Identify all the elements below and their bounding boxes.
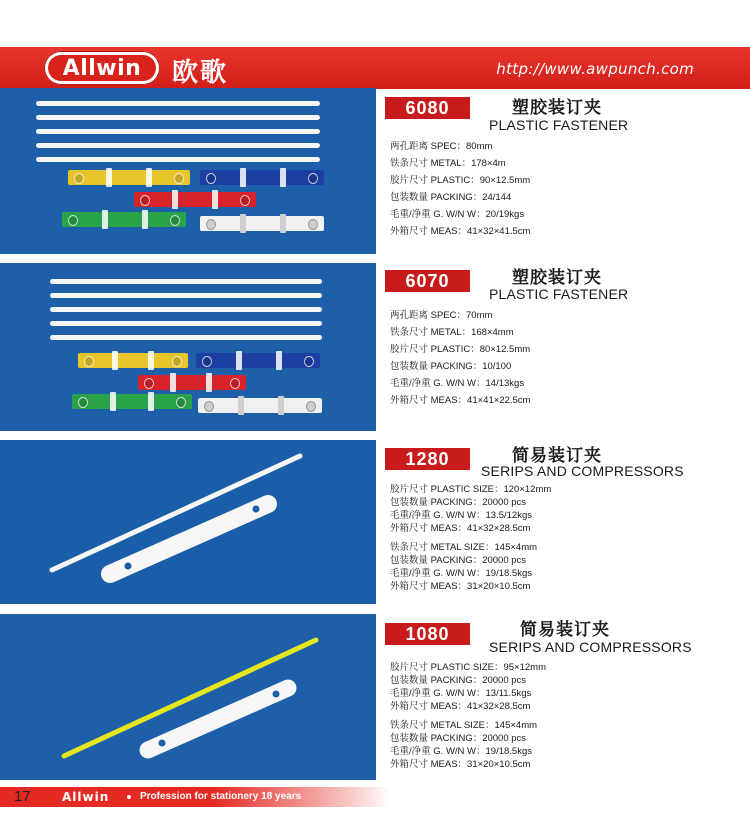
product-name-en: PLASTIC FASTENER: [489, 117, 629, 133]
spec-line: 毛重/净重 G. W/N W：20/19kgs: [390, 209, 525, 220]
footer-bar: [0, 787, 390, 807]
fastener-green: [62, 212, 186, 227]
brand-logo: [44, 51, 160, 85]
compressor-hole: [253, 506, 260, 513]
fastener-green: [72, 394, 192, 409]
metal-strip: [36, 143, 320, 148]
metal-strip: [50, 293, 322, 298]
product-name-en: SERIPS AND COMPRESSORS: [481, 463, 684, 479]
website-url[interactable]: http://www.awpunch.com: [496, 60, 694, 78]
compressor-hole: [125, 563, 132, 570]
header-banner: [0, 47, 750, 89]
spec-line: 包装数量 PACKING：20000 pcs: [390, 555, 527, 566]
spec-line: 铁条尺寸 METAL：178×4m: [390, 158, 506, 169]
fastener-blue: [200, 170, 324, 185]
compressor-plate: [110, 504, 268, 574]
spec-line: 外箱尺寸 MEAS：31×20×10.5cm: [390, 581, 531, 592]
footer-brand: Allwin: [62, 790, 110, 804]
brand-name-cn: 欧歌: [172, 58, 229, 88]
compressor-plate: [148, 688, 288, 750]
spec-line: 包装数量 PACKING：24/144: [390, 192, 512, 203]
fastener-white: [198, 398, 322, 413]
spec-line: 外箱尺寸 MEAS：41×32×28.5cm: [390, 523, 531, 534]
spec-line: 包装数量 PACKING：20000 pcs: [390, 497, 527, 508]
bullet-icon: [127, 795, 131, 799]
metal-strip: [36, 115, 320, 120]
spec-line: 铁条尺寸 METAL SIZE：145×4mm: [390, 542, 538, 553]
product-image-6070: [0, 263, 376, 431]
product-name-en: SERIPS AND COMPRESSORS: [489, 639, 692, 655]
fastener-white: [200, 216, 324, 231]
spec-line: 胶片尺寸 PLASTIC：90×12.5mm: [390, 175, 531, 186]
spec-line: 铁条尺寸 METAL SIZE：145×4mm: [390, 720, 538, 731]
fastener-blue: [196, 353, 320, 368]
metal-strip: [50, 307, 322, 312]
spec-line: 两孔距离 SPEC：70mm: [390, 310, 493, 321]
fastener-red: [138, 375, 246, 390]
spec-line: 毛重/净重 G. W/N W：19/18.5kgs: [390, 568, 532, 579]
spec-line: 包装数量 PACKING：20000 pcs: [390, 733, 527, 744]
metal-strip: [50, 335, 322, 340]
spec-list: [390, 483, 551, 593]
spec-line: 毛重/净重 G. W/N W：14/13kgs: [390, 378, 525, 389]
spec-line: 外箱尺寸 MEAS：31×20×10.5cm: [390, 759, 531, 770]
spec-line: 包装数量 PACKING：20000 pcs: [390, 675, 527, 686]
spec-line: 胶片尺寸 PLASTIC SIZE：120×12mm: [390, 484, 552, 495]
compressor-hole: [273, 691, 280, 698]
spec-line: 外箱尺寸 MEAS：41×32×28.5cm: [390, 701, 531, 712]
product-name-cn: 塑胶装订夹: [512, 98, 602, 118]
fastener-red: [134, 192, 256, 207]
footer-tagline: Profession for stationery 18 years: [140, 791, 302, 802]
product-image-1280: [0, 440, 376, 604]
fastener-yellow: [78, 353, 188, 368]
product-code-badge: 1080: [385, 623, 470, 645]
metal-strip: [50, 279, 322, 284]
strip-and-compressor-1080: [0, 614, 376, 780]
product-code-badge: 6080: [385, 97, 470, 119]
product-image-6080: [0, 88, 376, 254]
brand-logo-text: Allwin: [48, 55, 156, 81]
metal-strip: [36, 157, 320, 162]
metal-strip: [50, 321, 322, 326]
product-name-cn: 简易装订夹: [520, 620, 610, 640]
product-name-cn: 简易装订夹: [512, 446, 602, 466]
strip-and-compressor-1280: [0, 440, 376, 604]
spec-list: [390, 138, 530, 240]
spec-line: 胶片尺寸 PLASTIC SIZE：95×12mm: [390, 662, 546, 673]
spec-line: 外箱尺寸 MEAS：41×41×22.5cm: [390, 395, 531, 406]
metal-strip: [36, 101, 320, 106]
spec-line: 胶片尺寸 PLASTIC：80×12.5mm: [390, 344, 531, 355]
spec-line: 包装数量 PACKING：10/100: [390, 361, 512, 372]
metal-strip: [36, 129, 320, 134]
spec-list: [390, 307, 530, 409]
compressor-hole: [159, 740, 166, 747]
spec-line: 两孔距离 SPEC：80mm: [390, 141, 493, 152]
product-name-cn: 塑胶装订夹: [512, 268, 602, 288]
spec-line: 毛重/净重 G. W/N W：19/18.5kgs: [390, 746, 532, 757]
spec-line: 毛重/净重 G. W/N W：13/11.5kgs: [390, 688, 532, 699]
spec-line: 铁条尺寸 METAL：168×4mm: [390, 327, 514, 338]
spec-list: [390, 661, 546, 771]
product-code-badge: 1280: [385, 448, 470, 470]
spec-line: 毛重/净重 G. W/N W：13.5/12kgs: [390, 510, 532, 521]
page-number: 17: [14, 788, 31, 805]
product-code-badge: 6070: [385, 270, 470, 292]
spec-line: 外箱尺寸 MEAS：41×32×41.5cm: [390, 226, 531, 237]
product-image-1080: [0, 614, 376, 780]
product-name-en: PLASTIC FASTENER: [489, 286, 629, 302]
fastener-yellow: [68, 170, 190, 185]
